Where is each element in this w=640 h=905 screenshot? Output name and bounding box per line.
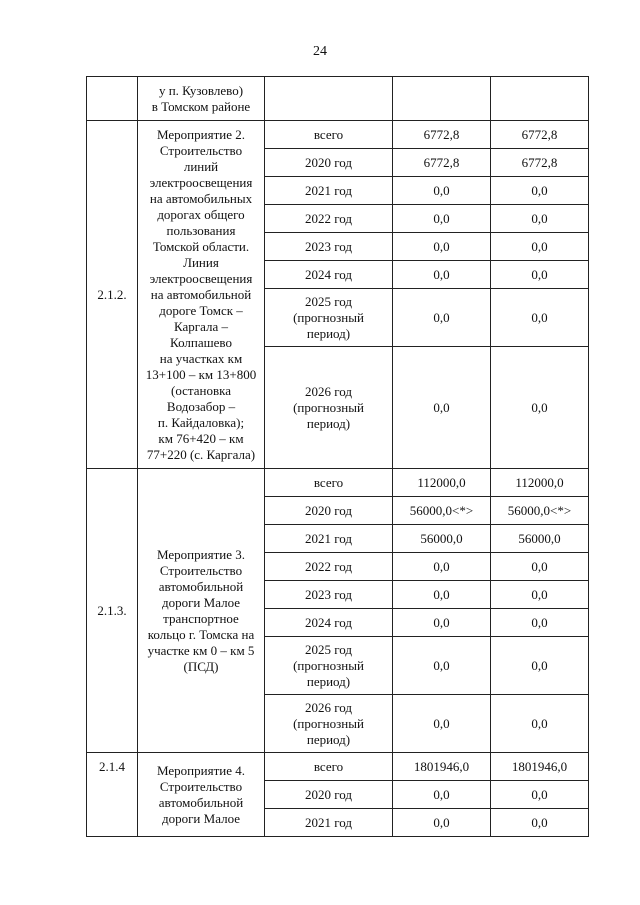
value-cell: 0,0 bbox=[491, 347, 589, 469]
value-cell: 112000,0 bbox=[491, 469, 589, 497]
value-cell: 0,0 bbox=[491, 289, 589, 347]
value-cell: 1801946,0 bbox=[491, 753, 589, 781]
value-cell: 6772,8 bbox=[491, 121, 589, 149]
period-cell: 2021 год bbox=[265, 809, 393, 837]
period-cell: 2026 год (прогнозный период) bbox=[265, 347, 393, 469]
table-row bbox=[87, 753, 589, 781]
value-cell: 0,0 bbox=[491, 637, 589, 695]
value-cell: 0,0 bbox=[491, 695, 589, 753]
value-cell: 0,0 bbox=[491, 809, 589, 837]
value-cell: 0,0 bbox=[393, 609, 491, 637]
value-cell: 56000,0 bbox=[491, 525, 589, 553]
value-cell: 0,0 bbox=[491, 781, 589, 809]
value-cell: 0,0 bbox=[393, 233, 491, 261]
value-cell: 6772,8 bbox=[393, 149, 491, 177]
value-cell: 0,0 bbox=[491, 609, 589, 637]
row-number: 2.1.4 bbox=[87, 753, 138, 837]
value-cell: 0,0 bbox=[393, 581, 491, 609]
value-cell: 0,0 bbox=[393, 347, 491, 469]
table-row bbox=[87, 469, 589, 497]
value-cell: 0,0 bbox=[491, 177, 589, 205]
value-cell: 0,0 bbox=[491, 205, 589, 233]
value-cell: 6772,8 bbox=[393, 121, 491, 149]
row-number bbox=[87, 77, 138, 121]
value-cell: 112000,0 bbox=[393, 469, 491, 497]
period-cell: 2026 год (прогнозный период) bbox=[265, 695, 393, 753]
value-cell: 0,0 bbox=[393, 261, 491, 289]
period-cell: 2023 год bbox=[265, 233, 393, 261]
period-cell: 2020 год bbox=[265, 149, 393, 177]
value-cell: 0,0 bbox=[393, 637, 491, 695]
value-cell: 0,0 bbox=[393, 781, 491, 809]
value-cell: 56000,0<*> bbox=[491, 497, 589, 525]
value-cell: 0,0 bbox=[393, 177, 491, 205]
period-cell: 2025 год (прогнозный период) bbox=[265, 289, 393, 347]
period-cell: всего bbox=[265, 469, 393, 497]
measure-description: Мероприятие 2. Строительство линий электроосвещения на автомобильных дорогах общего пользования Томской области. Линия электроосвещения на автомобильной дороге Томск – Каргала – Колпашево на участках км 13+100 – км 13+800 (остановка Водозабор – п. Кайдаловка); км 76+420 – км 77+220 (с. Каргала) bbox=[138, 121, 265, 469]
period-cell bbox=[265, 77, 393, 121]
value-cell: 56000,0<*> bbox=[393, 497, 491, 525]
value-cell bbox=[393, 77, 491, 121]
value-cell: 0,0 bbox=[393, 695, 491, 753]
period-cell: 2020 год bbox=[265, 781, 393, 809]
value-cell: 0,0 bbox=[491, 553, 589, 581]
period-cell: всего bbox=[265, 121, 393, 149]
period-cell: 2024 год bbox=[265, 261, 393, 289]
value-cell: 0,0 bbox=[491, 581, 589, 609]
value-cell: 0,0 bbox=[491, 233, 589, 261]
value-cell: 0,0 bbox=[491, 261, 589, 289]
period-cell: 2022 год bbox=[265, 205, 393, 233]
value-cell: 0,0 bbox=[393, 205, 491, 233]
page-number: 24 bbox=[313, 44, 327, 59]
value-cell: 1801946,0 bbox=[393, 753, 491, 781]
row-number: 2.1.3. bbox=[87, 469, 138, 753]
value-cell: 0,0 bbox=[393, 809, 491, 837]
value-cell bbox=[491, 77, 589, 121]
measures-table bbox=[86, 76, 589, 837]
period-cell: 2023 год bbox=[265, 581, 393, 609]
period-cell: 2021 год bbox=[265, 177, 393, 205]
value-cell: 6772,8 bbox=[491, 149, 589, 177]
period-cell: 2020 год bbox=[265, 497, 393, 525]
period-cell: 2024 год bbox=[265, 609, 393, 637]
row-number: 2.1.2. bbox=[87, 121, 138, 469]
continuation-row bbox=[87, 77, 589, 121]
value-cell: 0,0 bbox=[393, 553, 491, 581]
period-cell: 2022 год bbox=[265, 553, 393, 581]
table-row bbox=[87, 121, 589, 149]
measure-description: Мероприятие 4. Строительство автомобильной дороги Малое bbox=[138, 753, 265, 837]
measure-description: у п. Кузовлево) в Томском районе bbox=[138, 77, 265, 121]
value-cell: 56000,0 bbox=[393, 525, 491, 553]
value-cell: 0,0 bbox=[393, 289, 491, 347]
period-cell: 2025 год (прогнозный период) bbox=[265, 637, 393, 695]
period-cell: 2021 год bbox=[265, 525, 393, 553]
period-cell: всего bbox=[265, 753, 393, 781]
measure-description: Мероприятие 3. Строительство автомобильной дороги Малое транспортное кольцо г. Томска на участке км 0 – км 5 (ПСД) bbox=[138, 469, 265, 753]
